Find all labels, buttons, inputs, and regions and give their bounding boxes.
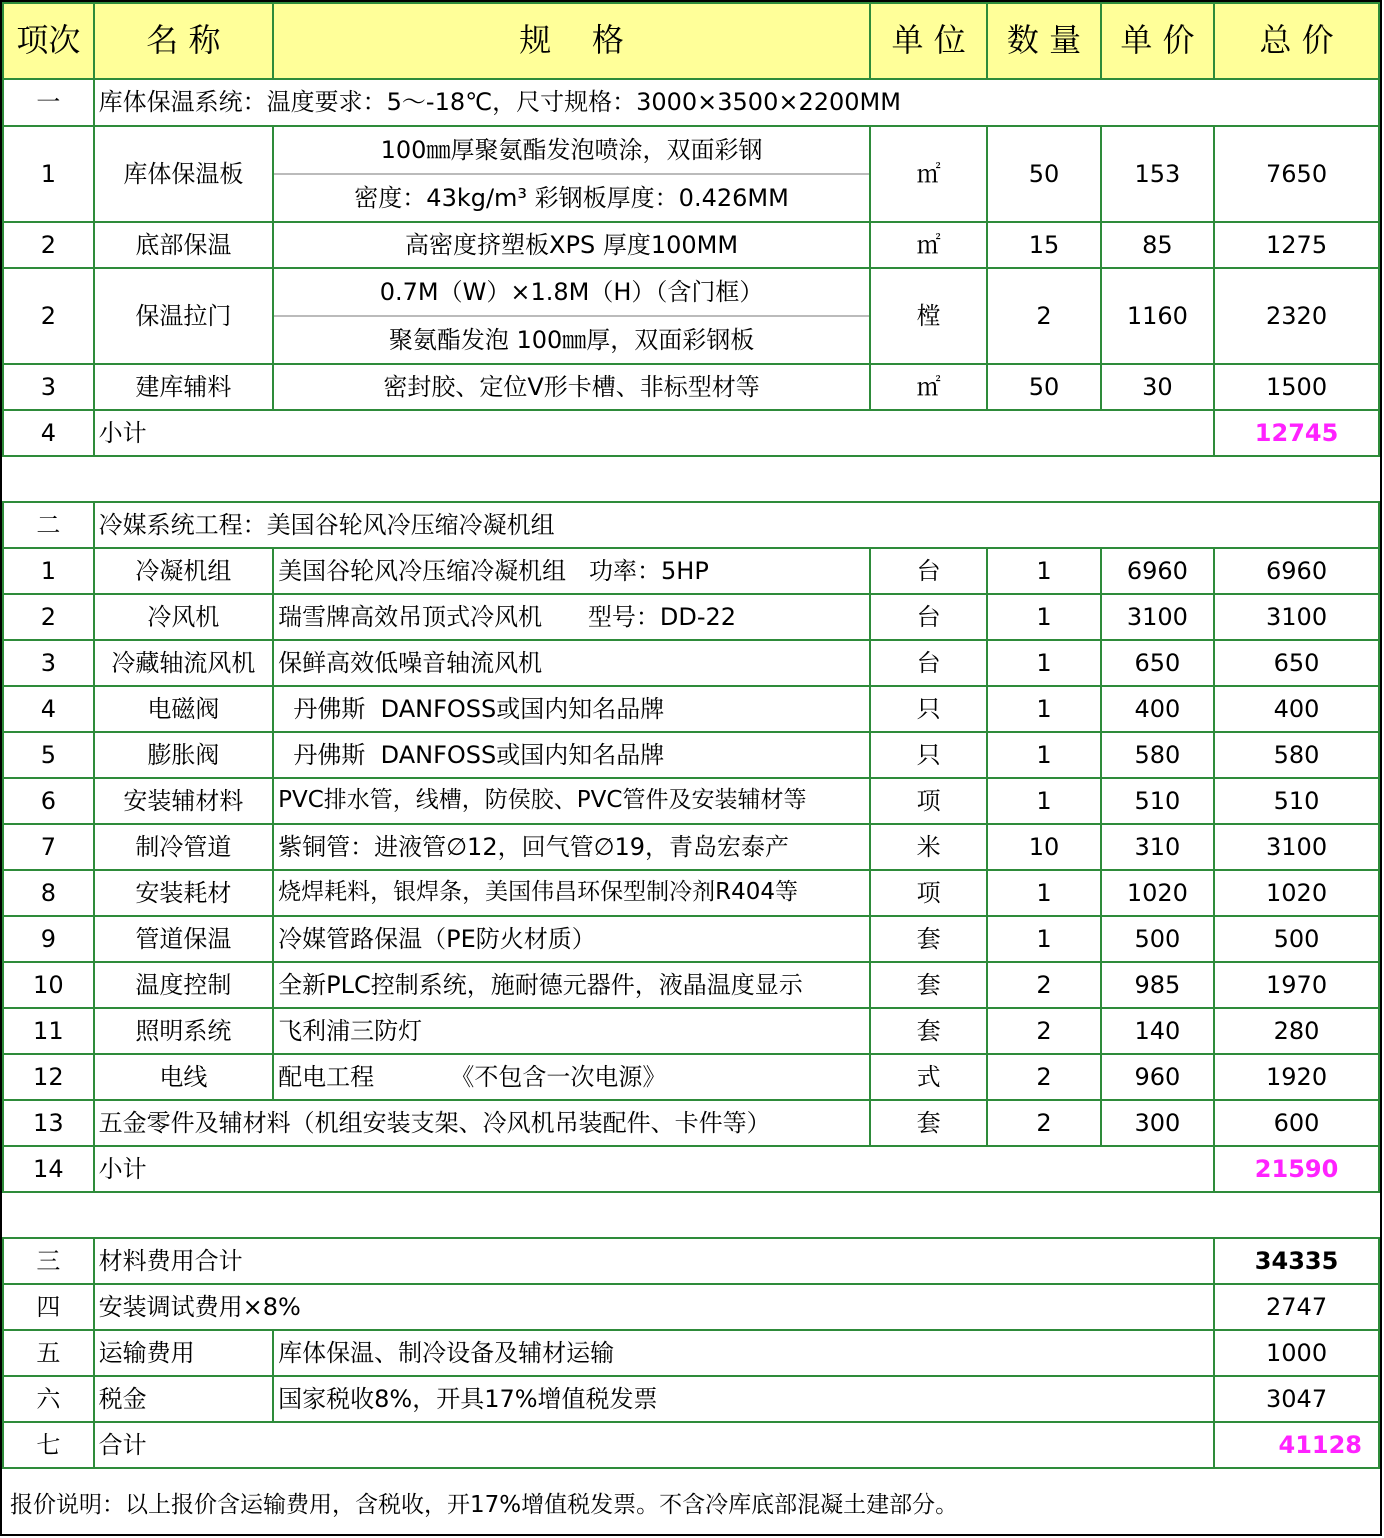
row-seq: 6: [3, 778, 94, 824]
row-total: 580: [1214, 732, 1379, 778]
header-total: 总 价: [1214, 3, 1379, 79]
summary-label: 安装调试费用×8%: [94, 1284, 1214, 1330]
row-spec: 飞利浦三防灯: [273, 1008, 870, 1054]
subtotal-value: 21590: [1214, 1146, 1379, 1192]
row-total: 400: [1214, 686, 1379, 732]
row-seq: 9: [3, 916, 94, 962]
quotation-note: 报价说明：以上报价含运输费用，含税收，开17%增值税发票。不含冷库底部混凝土建部分。: [10, 1492, 959, 1518]
row-spec: 瑞雪牌高效吊顶式冷风机 型号：DD-22: [273, 594, 870, 640]
header-qty: 数 量: [987, 3, 1100, 79]
row-unit: ㎡: [870, 364, 987, 410]
row-qty: 2: [987, 1054, 1100, 1100]
section1-title-row: [3, 79, 1379, 126]
row-seq: 11: [3, 1008, 94, 1054]
row-price: 985: [1101, 962, 1214, 1008]
row-spec: 全新PLC控制系统，施耐德元器件，液晶温度显示: [273, 962, 870, 1008]
row-total: 1500: [1214, 364, 1379, 410]
row-spec: 紫铜管：进液管∅12，回气管∅19，青岛宏泰产: [273, 824, 870, 870]
row-price: 400: [1101, 686, 1214, 732]
row-total: 1020: [1214, 870, 1379, 916]
section1-subtotal-row: [3, 410, 1379, 456]
row-spec: 冷媒管路保温（PE防火材质）: [273, 916, 870, 962]
table-row: [3, 778, 1379, 824]
row-unit: 项: [870, 778, 987, 824]
row-name: 底部保温: [94, 222, 273, 268]
table-row: [3, 548, 1379, 594]
summary-grand-row: [3, 1422, 1379, 1468]
subtotal-seq: 4: [3, 410, 94, 456]
header-row: [3, 3, 1379, 79]
row-price: 85: [1101, 222, 1214, 268]
row-seq: 1: [3, 548, 94, 594]
summary-value: 3047: [1214, 1376, 1379, 1422]
spacer-row: [3, 456, 1379, 502]
row-spec: 配电工程 《不包含一次电源》: [273, 1054, 870, 1100]
row-unit: 台: [870, 594, 987, 640]
header-price: 单 价: [1101, 3, 1214, 79]
row-price: 3100: [1101, 594, 1214, 640]
table-row: [3, 824, 1379, 870]
row-qty: 1: [987, 594, 1100, 640]
row-unit: 米: [870, 824, 987, 870]
row-qty: 1: [987, 916, 1100, 962]
summary-label: 合计: [94, 1422, 1214, 1468]
row-price: 580: [1101, 732, 1214, 778]
row-unit: 只: [870, 732, 987, 778]
section2-seq: 二: [3, 502, 94, 548]
summary-tax-row: [3, 1376, 1379, 1422]
row-qty: 2: [987, 1100, 1100, 1146]
row-seq: 3: [3, 364, 94, 410]
grand-total-value: 41128: [1214, 1422, 1379, 1468]
summary-seq: 六: [3, 1376, 94, 1422]
row-qty: 1: [987, 778, 1100, 824]
spacer-row: [3, 1192, 1379, 1238]
row-seq: 10: [3, 962, 94, 1008]
table-row: [3, 732, 1379, 778]
row-price: 6960: [1101, 548, 1214, 594]
row-spec: 保鲜高效低噪音轴流风机: [273, 640, 870, 686]
row-name: 安装辅材料: [94, 778, 273, 824]
row-name: 库体保温板: [94, 126, 273, 222]
row-name: 膨胀阀: [94, 732, 273, 778]
row-seq: 2: [3, 222, 94, 268]
row-price: 650: [1101, 640, 1214, 686]
subtotal-seq: 14: [3, 1146, 94, 1192]
row-qty: 2: [987, 962, 1100, 1008]
row-qty: 15: [987, 222, 1100, 268]
row-seq: 3: [3, 640, 94, 686]
summary-transport-row: [3, 1330, 1379, 1376]
row-price: 140: [1101, 1008, 1214, 1054]
row-name: 冷凝机组: [94, 548, 273, 594]
row-unit: 套: [870, 916, 987, 962]
table-row: [3, 916, 1379, 962]
row-spec-line1: 100㎜厚聚氨酯发泡喷涂，双面彩钢: [274, 127, 869, 175]
row-total: 650: [1214, 640, 1379, 686]
subtotal-value: 12745: [1214, 410, 1379, 456]
row-name: 温度控制: [94, 962, 273, 1008]
row-spec: 丹佛斯 DANFOSS或国内知名品牌: [273, 732, 870, 778]
table-row: [3, 594, 1379, 640]
row-name: 建库辅料: [94, 364, 273, 410]
summary-value: 2747: [1214, 1284, 1379, 1330]
row-unit: ㎡: [870, 222, 987, 268]
row-qty: 1: [987, 686, 1100, 732]
row-seq: 7: [3, 824, 94, 870]
row-total: 1275: [1214, 222, 1379, 268]
table-row: [3, 870, 1379, 916]
row-qty: 2: [987, 268, 1100, 364]
section2-subtotal-row: [3, 1146, 1379, 1192]
row-unit: 套: [870, 1008, 987, 1054]
row-qty: 1: [987, 548, 1100, 594]
summary-desc: 国家税收8%，开具17%增值税发票: [273, 1376, 1214, 1422]
row-unit: 套: [870, 1100, 987, 1146]
row-name: 管道保温: [94, 916, 273, 962]
quotation-table: [2, 2, 1380, 1469]
row-qty: 1: [987, 870, 1100, 916]
row-name: 电磁阀: [94, 686, 273, 732]
row-total: 6960: [1214, 548, 1379, 594]
row-name: 五金零件及辅材料（机组安装支架、冷风机吊装配件、卡件等）: [94, 1100, 870, 1146]
summary-desc: 库体保温、制冷设备及辅材运输: [273, 1330, 1214, 1376]
row-total: 3100: [1214, 594, 1379, 640]
row-price: 153: [1101, 126, 1214, 222]
row-spec: 美国谷轮风冷压缩冷凝机组 功率：5HP: [273, 548, 870, 594]
row-total: 3100: [1214, 824, 1379, 870]
table-row: [3, 1100, 1379, 1146]
row-unit: 樘: [870, 268, 987, 364]
row-seq: 5: [3, 732, 94, 778]
row-name: 冷风机: [94, 594, 273, 640]
summary-value: 1000: [1214, 1330, 1379, 1376]
row-spec: 丹佛斯 DANFOSS或国内知名品牌: [273, 686, 870, 732]
row-spec: [273, 126, 870, 222]
header-seq: 项次: [3, 3, 94, 79]
row-qty: 10: [987, 824, 1100, 870]
section2-title-row: [3, 502, 1379, 548]
row-spec-line2: 密度：43kg/m³ 彩钢板厚度：0.426MM: [354, 184, 789, 212]
row-name: 电线: [94, 1054, 273, 1100]
row-price: 1020: [1101, 870, 1214, 916]
row-spec: PVC排水管，线槽，防侯胶、PVC管件及安装辅材等: [273, 778, 870, 824]
row-seq: 2: [3, 594, 94, 640]
subtotal-label: 小计: [94, 1146, 1214, 1192]
row-price: 1160: [1101, 268, 1214, 364]
row-name: 冷藏轴流风机: [94, 640, 273, 686]
row-spec-line2: 聚氨酯发泡 100㎜厚，双面彩钢板: [388, 326, 755, 354]
row-qty: 50: [987, 126, 1100, 222]
summary-seq: 五: [3, 1330, 94, 1376]
row-qty: 50: [987, 364, 1100, 410]
row-seq: 8: [3, 870, 94, 916]
row-seq: 2: [3, 268, 94, 364]
row-price: 30: [1101, 364, 1214, 410]
row-price: 960: [1101, 1054, 1214, 1100]
row-qty: 1: [987, 640, 1100, 686]
row-unit: 台: [870, 548, 987, 594]
table-row: [3, 962, 1379, 1008]
row-unit: 套: [870, 962, 987, 1008]
table-row: [3, 640, 1379, 686]
row-unit: 台: [870, 640, 987, 686]
row-seq: 1: [3, 126, 94, 222]
row-spec-line1: 0.7M（W）×1.8M（H）（含门框）: [274, 269, 869, 317]
row-total: 1920: [1214, 1054, 1379, 1100]
section2-title: 冷媒系统工程：美国谷轮风冷压缩冷凝机组: [94, 502, 1379, 548]
header-unit: 单 位: [870, 3, 987, 79]
row-price: 310: [1101, 824, 1214, 870]
summary-install-row: [3, 1284, 1379, 1330]
row-total: 280: [1214, 1008, 1379, 1054]
header-name: 名 称: [94, 3, 273, 79]
summary-label: 运输费用: [94, 1330, 273, 1376]
row-total: 2320: [1214, 268, 1379, 364]
row-spec: [273, 268, 870, 364]
summary-material-row: [3, 1238, 1379, 1284]
section1-seq: 一: [3, 79, 94, 126]
row-spec: 密封胶、定位V形卡槽、非标型材等: [273, 364, 870, 410]
row-unit: 项: [870, 870, 987, 916]
row-price: 510: [1101, 778, 1214, 824]
row-total: 1970: [1214, 962, 1379, 1008]
row-price: 500: [1101, 916, 1214, 962]
summary-label: 材料费用合计: [94, 1238, 1214, 1284]
row-name: 安装耗材: [94, 870, 273, 916]
row-qty: 1: [987, 732, 1100, 778]
row-name: 照明系统: [94, 1008, 273, 1054]
row-seq: 13: [3, 1100, 94, 1146]
row-unit: 只: [870, 686, 987, 732]
row-spec: 高密度挤塑板XPS 厚度100MM: [273, 222, 870, 268]
row-total: 600: [1214, 1100, 1379, 1146]
row-price: 300: [1101, 1100, 1214, 1146]
summary-label: 税金: [94, 1376, 273, 1422]
row-seq: 4: [3, 686, 94, 732]
table-row: [3, 222, 1379, 268]
summary-seq: 七: [3, 1422, 94, 1468]
summary-seq: 四: [3, 1284, 94, 1330]
row-unit: 式: [870, 1054, 987, 1100]
row-qty: 2: [987, 1008, 1100, 1054]
row-seq: 12: [3, 1054, 94, 1100]
row-spec: 烧焊耗料，银焊条，美国伟昌环保型制冷剂R404等: [273, 870, 870, 916]
header-spec: 规 格: [273, 3, 870, 79]
row-name: 保温拉门: [94, 268, 273, 364]
table-row: [3, 126, 1379, 222]
summary-seq: 三: [3, 1238, 94, 1284]
row-total: 500: [1214, 916, 1379, 962]
subtotal-label: 小计: [94, 410, 1214, 456]
row-total: 7650: [1214, 126, 1379, 222]
section1-title: 库体保温系统：温度要求：5～-18℃，尺寸规格：3000×3500×2200MM: [94, 79, 1379, 126]
table-row: [3, 686, 1379, 732]
table-row: [3, 364, 1379, 410]
table-row: [3, 268, 1379, 364]
table-row: [3, 1008, 1379, 1054]
row-name: 制冷管道: [94, 824, 273, 870]
row-total: 510: [1214, 778, 1379, 824]
summary-value: 34335: [1214, 1238, 1379, 1284]
table-row: [3, 1054, 1379, 1100]
row-unit: ㎡: [870, 126, 987, 222]
